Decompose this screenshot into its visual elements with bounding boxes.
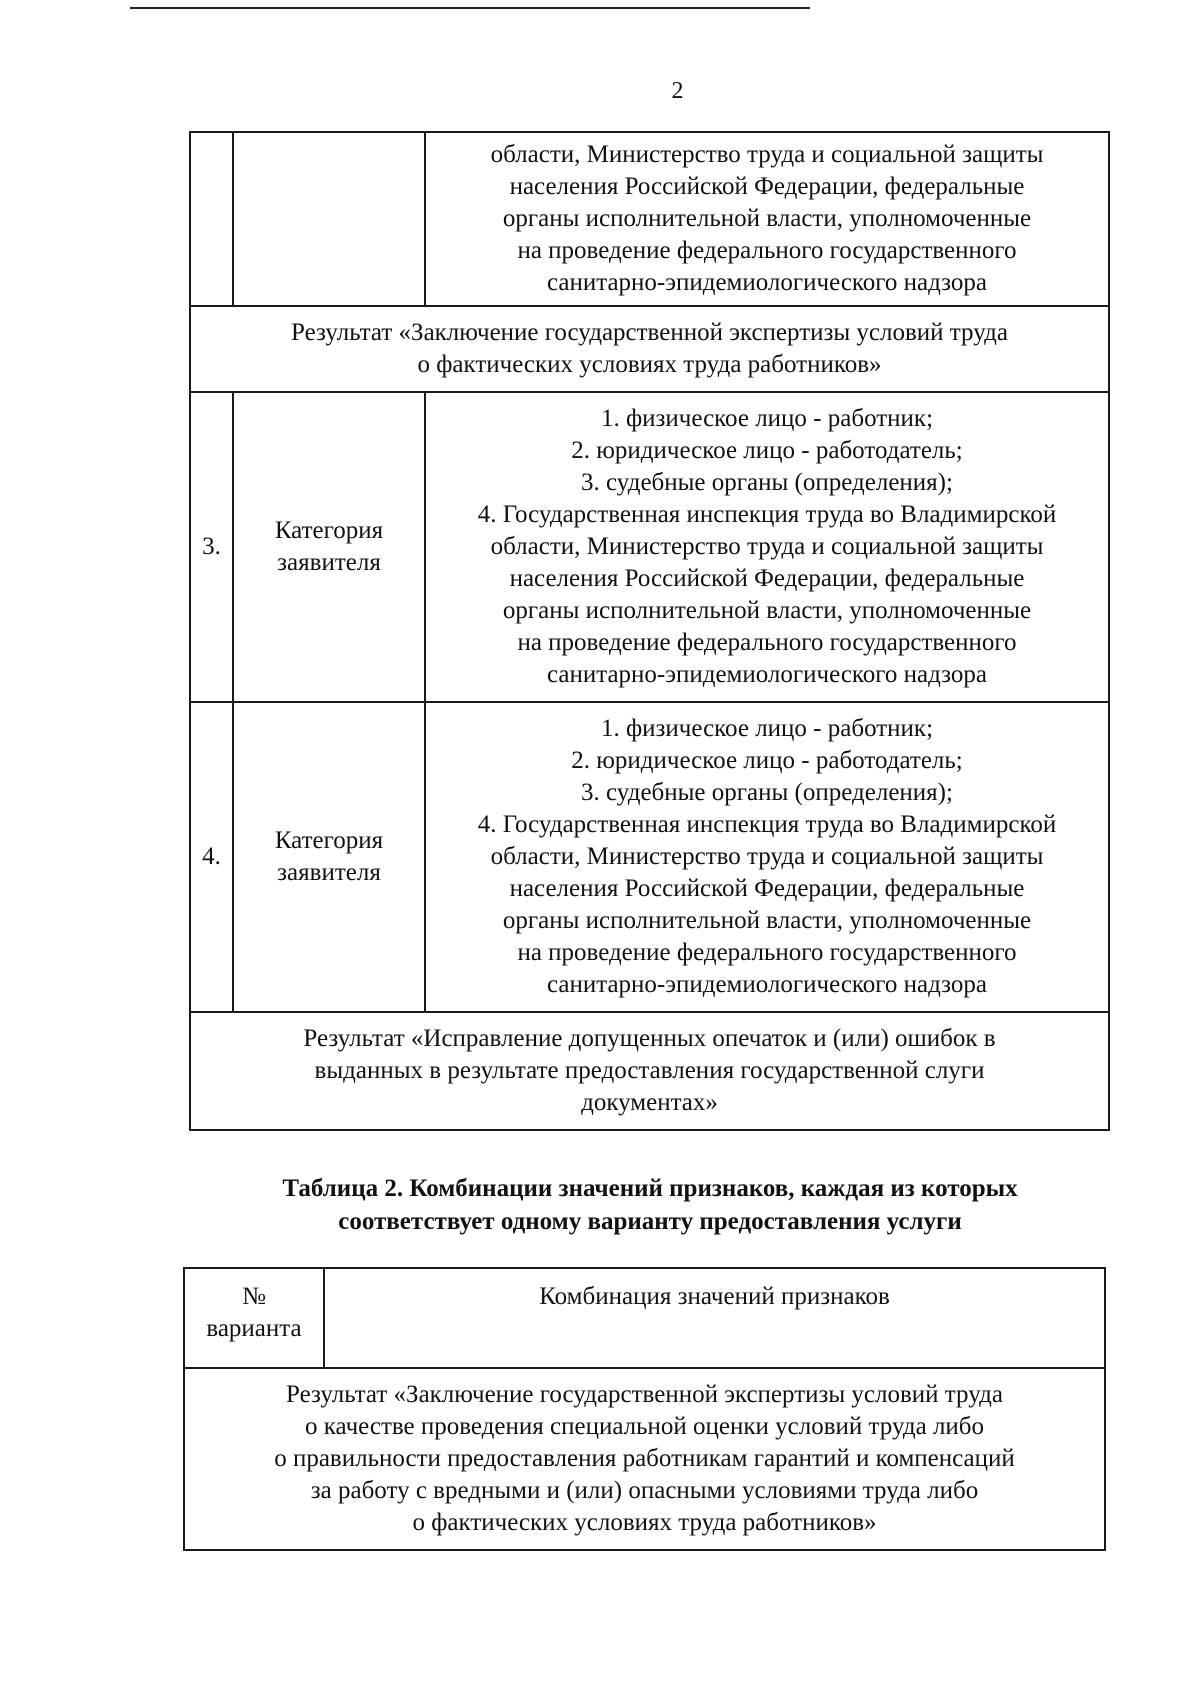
cell-label-empty [233,132,425,306]
row-3-number: 3. [190,392,233,702]
table-2-result-text: Результат «Заключение государственной экспертизы условий труда о качестве проведения специальной оценки условий труда либо о правильности предоставления работникам гарантий и компенсаций за работу с вредными и (или) опасными условиями труда либо о фактических условиях труда работников» [274,1381,1015,1536]
table-row-4 [190,702,1109,1012]
header-combination-cell: Комбинация значений признаков [324,1268,1105,1368]
result-row-2 [190,1012,1109,1130]
result-cell [190,1012,1109,1130]
row-3-label: Категория заявителя [274,517,384,576]
row-4-label-cell [233,702,425,1012]
table-2-header-row [184,1268,1105,1368]
row-3-values-cell [425,392,1109,702]
cell-values [425,132,1109,306]
cell-num-empty [190,132,233,306]
row-3-label-cell [233,392,425,702]
top-rule [130,7,810,9]
row-4-values: 1. физическое лицо - работник; 2. юридическое лицо - работодатель; 3. судебные органы (определения); 4. Государственная инспекция труда во Владимирской области, Министерство труда и социальной защиты населения Российской Федерации, федеральные органы исполнительной власти, уполномоченные на проведение федерального государственного санитарно-эпидемиологического надзора [477,715,1057,998]
result-2-text: Результат «Исправление допущенных опечаток и (или) ошибок в выданных в результате предоставления государственной слуги документах» [303,1025,996,1116]
table-row-continuation [190,132,1109,306]
header-num-cell [184,1268,324,1368]
result-row-1 [190,306,1109,392]
row-3-values: 1. физическое лицо - работник; 2. юридическое лицо - работодатель; 3. судебные органы (определения); 4. Государственная инспекция труда во Владимирской области, Министерство труда и социальной защиты населения Российской Федерации, федеральные органы исполнительной власти, уполномоченные на проведение федерального государственного санитарно-эпидемиологического надзора [477,405,1057,688]
result-cell [184,1368,1105,1550]
table-2-result-row [184,1368,1105,1550]
table-2 [183,1267,1106,1551]
row-4-values-cell [425,702,1109,1012]
result-cell [190,306,1109,392]
row-4-number: 4. [190,702,233,1012]
result-1-text: Результат «Заключение государственной экспертизы условий труда о фактических условиях труда работников» [291,319,1008,378]
header-num: № варианта [206,1283,302,1342]
table-1 [189,131,1110,1131]
table-2-caption: Таблица 2. Комбинации значений признаков, каждая из которых соответствует одному варианту предоставления услуги [282,1175,1018,1235]
row-4-label: Категория заявителя [274,827,384,886]
table-row-3 [190,392,1109,702]
continuation-values-text: области, Министерство труда и социальной защиты населения Российской Федерации, федеральные органы исполнительной власти, уполномоченные на проведение федерального государственного санитарно-эпидемиологического надзора [490,141,1044,296]
page-number: 2 [671,78,684,104]
